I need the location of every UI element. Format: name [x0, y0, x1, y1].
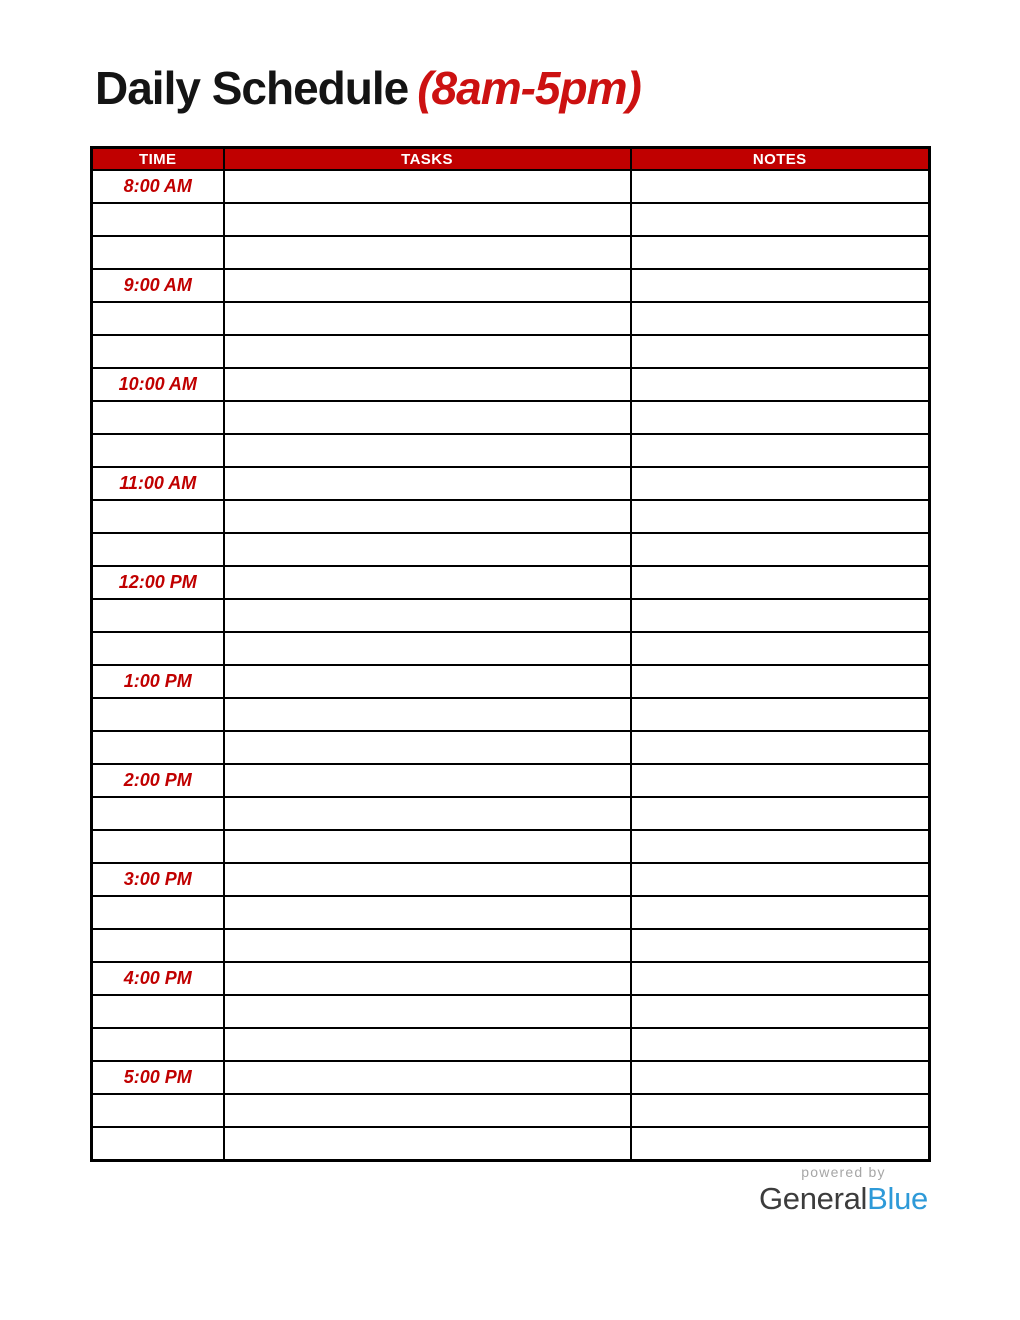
schedule-row	[92, 467, 930, 500]
schedule-row	[92, 500, 930, 533]
notes-entry-cell[interactable]	[631, 335, 930, 368]
column-header-notes: NOTES	[631, 148, 930, 171]
page-title	[95, 62, 641, 115]
notes-entry-cell[interactable]	[631, 1028, 930, 1061]
schedule-row	[92, 1094, 930, 1127]
time-label-cell: 4:00 PM	[92, 962, 224, 995]
tasks-entry-cell[interactable]	[224, 533, 631, 566]
notes-entry-cell[interactable]	[631, 1094, 930, 1127]
schedule-row	[92, 731, 930, 764]
footer-branding	[759, 1163, 928, 1216]
tasks-entry-cell[interactable]	[224, 434, 631, 467]
notes-entry-cell[interactable]	[631, 401, 930, 434]
brand-name-blue: Blue	[867, 1181, 928, 1216]
notes-entry-cell[interactable]	[631, 830, 930, 863]
schedule-row	[92, 698, 930, 731]
tasks-entry-cell[interactable]	[224, 863, 631, 896]
time-empty-cell[interactable]	[92, 896, 224, 929]
tasks-entry-cell[interactable]	[224, 236, 631, 269]
notes-entry-cell[interactable]	[631, 764, 930, 797]
time-empty-cell[interactable]	[92, 797, 224, 830]
schedule-row	[92, 995, 930, 1028]
tasks-entry-cell[interactable]	[224, 203, 631, 236]
column-header-time: TIME	[92, 148, 224, 171]
time-empty-cell[interactable]	[92, 929, 224, 962]
notes-entry-cell[interactable]	[631, 368, 930, 401]
tasks-entry-cell[interactable]	[224, 401, 631, 434]
schedule-row	[92, 764, 930, 797]
tasks-entry-cell[interactable]	[224, 368, 631, 401]
time-empty-cell[interactable]	[92, 335, 224, 368]
powered-by-label: powered by	[801, 1164, 886, 1180]
time-label-cell: 9:00 AM	[92, 269, 224, 302]
time-label-cell: 12:00 PM	[92, 566, 224, 599]
time-empty-cell[interactable]	[92, 236, 224, 269]
notes-entry-cell[interactable]	[631, 797, 930, 830]
schedule-table-body	[92, 170, 930, 1161]
notes-entry-cell[interactable]	[631, 566, 930, 599]
schedule-row	[92, 170, 930, 203]
schedule-row	[92, 401, 930, 434]
schedule-row	[92, 962, 930, 995]
notes-entry-cell[interactable]	[631, 896, 930, 929]
tasks-entry-cell[interactable]	[224, 665, 631, 698]
tasks-entry-cell[interactable]	[224, 698, 631, 731]
schedule-row	[92, 665, 930, 698]
schedule-table	[90, 146, 931, 1162]
time-empty-cell[interactable]	[92, 203, 224, 236]
header-row	[92, 148, 930, 171]
schedule-row	[92, 599, 930, 632]
schedule-row	[92, 434, 930, 467]
time-empty-cell[interactable]	[92, 632, 224, 665]
tasks-entry-cell[interactable]	[224, 797, 631, 830]
time-empty-cell[interactable]	[92, 1127, 224, 1161]
tasks-entry-cell[interactable]	[224, 1127, 631, 1161]
schedule-row	[92, 335, 930, 368]
notes-entry-cell[interactable]	[631, 632, 930, 665]
notes-entry-cell[interactable]	[631, 467, 930, 500]
time-empty-cell[interactable]	[92, 731, 224, 764]
tasks-entry-cell[interactable]	[224, 335, 631, 368]
tasks-entry-cell[interactable]	[224, 929, 631, 962]
schedule-row	[92, 1061, 930, 1094]
time-empty-cell[interactable]	[92, 434, 224, 467]
brand-name-general: General	[758, 1181, 868, 1216]
tasks-entry-cell[interactable]	[224, 302, 631, 335]
time-label-cell: 1:00 PM	[92, 665, 224, 698]
schedule-row	[92, 368, 930, 401]
schedule-row	[92, 632, 930, 665]
tasks-entry-cell[interactable]	[224, 467, 631, 500]
notes-entry-cell[interactable]	[631, 203, 930, 236]
tasks-entry-cell[interactable]	[224, 995, 631, 1028]
time-label-cell: 3:00 PM	[92, 863, 224, 896]
time-empty-cell[interactable]	[92, 302, 224, 335]
page-title-text: Daily Schedule	[95, 62, 409, 114]
schedule-row	[92, 203, 930, 236]
tasks-entry-cell[interactable]	[224, 731, 631, 764]
time-empty-cell[interactable]	[92, 1028, 224, 1061]
schedule-row	[92, 302, 930, 335]
time-label-cell: 8:00 AM	[92, 170, 224, 203]
notes-entry-cell[interactable]	[631, 731, 930, 764]
tasks-entry-cell[interactable]	[224, 1061, 631, 1094]
schedule-table-container	[90, 146, 931, 1162]
notes-entry-cell[interactable]	[631, 1061, 930, 1094]
time-label-cell: 5:00 PM	[92, 1061, 224, 1094]
notes-entry-cell[interactable]	[631, 434, 930, 467]
schedule-row	[92, 929, 930, 962]
notes-entry-cell[interactable]	[631, 236, 930, 269]
time-empty-cell[interactable]	[92, 533, 224, 566]
notes-entry-cell[interactable]	[631, 665, 930, 698]
tasks-entry-cell[interactable]	[224, 1028, 631, 1061]
notes-entry-cell[interactable]	[631, 500, 930, 533]
schedule-row	[92, 896, 930, 929]
notes-entry-cell[interactable]	[631, 302, 930, 335]
notes-entry-cell[interactable]	[631, 533, 930, 566]
time-empty-cell[interactable]	[92, 599, 224, 632]
schedule-row	[92, 797, 930, 830]
schedule-row	[92, 236, 930, 269]
time-empty-cell[interactable]	[92, 830, 224, 863]
tasks-entry-cell[interactable]	[224, 500, 631, 533]
notes-entry-cell[interactable]	[631, 269, 930, 302]
notes-entry-cell[interactable]	[631, 995, 930, 1028]
time-label-cell: 2:00 PM	[92, 764, 224, 797]
schedule-row	[92, 1028, 930, 1061]
notes-entry-cell[interactable]	[631, 863, 930, 896]
column-header-tasks: TASKS	[224, 148, 631, 171]
notes-entry-cell[interactable]	[631, 170, 930, 203]
notes-entry-cell[interactable]	[631, 698, 930, 731]
time-empty-cell[interactable]	[92, 500, 224, 533]
notes-entry-cell[interactable]	[631, 962, 930, 995]
generalblue-logo[interactable]	[759, 1182, 928, 1216]
schedule-row	[92, 533, 930, 566]
time-empty-cell[interactable]	[92, 1094, 224, 1127]
notes-entry-cell[interactable]	[631, 929, 930, 962]
schedule-row	[92, 269, 930, 302]
tasks-entry-cell[interactable]	[224, 830, 631, 863]
tasks-entry-cell[interactable]	[224, 962, 631, 995]
tasks-entry-cell[interactable]	[224, 170, 631, 203]
time-empty-cell[interactable]	[92, 698, 224, 731]
time-label-cell: 11:00 AM	[92, 467, 224, 500]
notes-entry-cell[interactable]	[631, 599, 930, 632]
tasks-entry-cell[interactable]	[224, 599, 631, 632]
tasks-entry-cell[interactable]	[224, 896, 631, 929]
schedule-row	[92, 863, 930, 896]
time-label-cell: 10:00 AM	[92, 368, 224, 401]
tasks-entry-cell[interactable]	[224, 269, 631, 302]
time-empty-cell[interactable]	[92, 995, 224, 1028]
tasks-entry-cell[interactable]	[224, 764, 631, 797]
schedule-row	[92, 566, 930, 599]
schedule-row	[92, 830, 930, 863]
notes-entry-cell[interactable]	[631, 1127, 930, 1161]
tasks-entry-cell[interactable]	[224, 566, 631, 599]
time-empty-cell[interactable]	[92, 401, 224, 434]
schedule-row	[92, 1127, 930, 1161]
tasks-entry-cell[interactable]	[224, 632, 631, 665]
page-title-time-range: (8am-5pm)	[417, 62, 641, 114]
tasks-entry-cell[interactable]	[224, 1094, 631, 1127]
